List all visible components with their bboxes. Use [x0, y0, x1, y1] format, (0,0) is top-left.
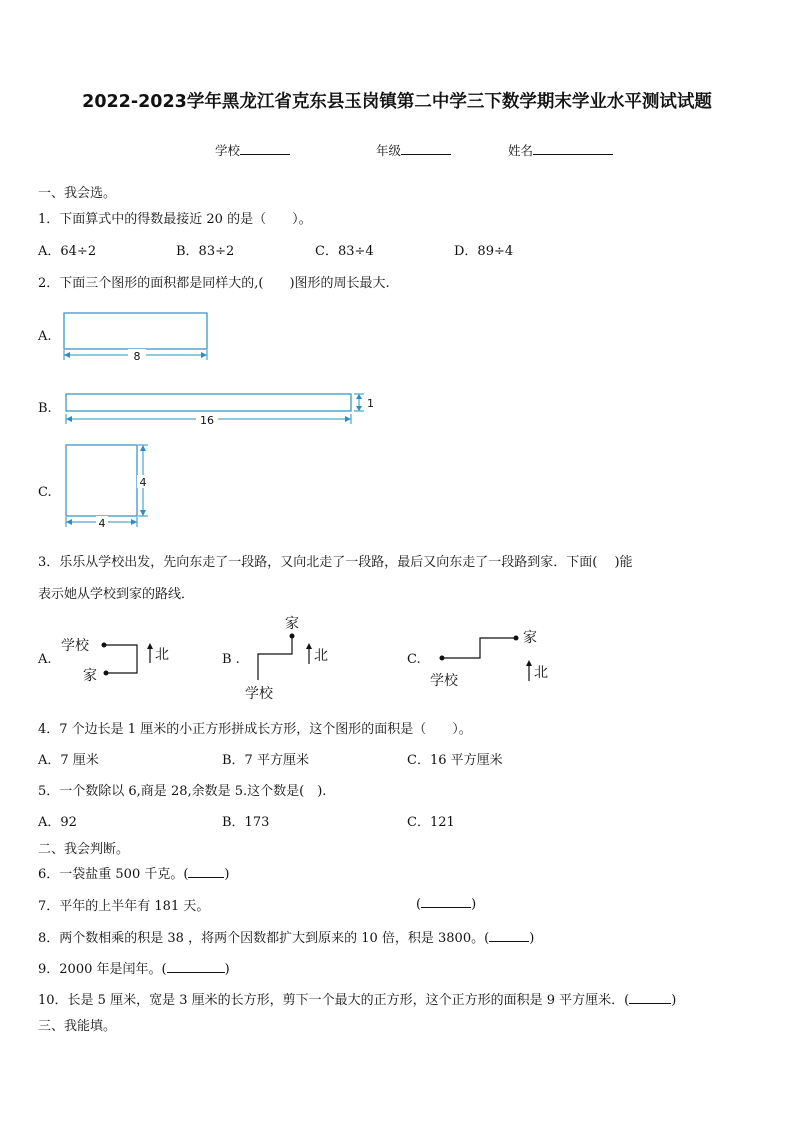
q2-label-b: B.: [38, 401, 52, 416]
shape-c-square: [66, 445, 137, 516]
shape-c-height-label: 4: [139, 476, 147, 489]
shape-c-width-label: 4: [98, 517, 106, 530]
q8-text: 8．两个数相乘的积是 38 ，将两个因数都扩大到原来的 10 倍，积是 3800。(: [38, 931, 490, 946]
route-c-diagram: [430, 630, 548, 689]
q6-close: ): [224, 867, 230, 882]
q9-close: ): [224, 962, 230, 977]
q3-option-a: A.: [38, 652, 52, 667]
q4-option-c: C．16 平方厘米: [407, 753, 503, 768]
q7-blank: [421, 895, 471, 908]
section-3-heading: 三、我能填。: [38, 1019, 117, 1034]
q10-close: ): [671, 993, 677, 1008]
q2-label-a: A.: [38, 329, 52, 344]
q5-option-c: C．121: [407, 815, 455, 830]
section-1-heading: 一、我会选。: [38, 186, 117, 201]
route-a-home: 家: [83, 668, 97, 684]
route-b-home: 家: [285, 616, 299, 632]
route-c-home: 家: [523, 630, 537, 646]
q9-text: 9．2000 年是闰年。(: [38, 962, 167, 977]
grade-label: 年级: [376, 143, 402, 158]
route-a-diagram: [61, 637, 169, 684]
q10-blank: [629, 991, 671, 1004]
page-title: 2022-2023学年黑龙江省克东县玉岗镇第二中学三下数学期末学业水平测试试题: [82, 92, 712, 112]
q3-option-b: B .: [222, 652, 240, 667]
question-3-line-1: 3．乐乐从学校出发，先向东走了一段路，又向北走了一段路，最后又向东走了一段路到家．下面( )能: [38, 555, 633, 570]
q7-open: (: [416, 897, 422, 912]
question-1: 1．下面算式中的得数最接近 20 的是（ ）。: [38, 212, 312, 227]
route-b-diagram: [245, 616, 328, 702]
q1-option-a: A．64÷2: [38, 244, 97, 259]
question-6: [38, 863, 230, 882]
q8-blank: [489, 929, 529, 942]
q9-blank: [167, 960, 225, 973]
question-3-line-2: 表示她从学校到家的路线．: [38, 587, 195, 602]
name-label: 姓名: [508, 143, 534, 158]
q5-option-b: B．173: [222, 815, 270, 830]
question-4: 4．7 个边长是 1 厘米的小正方形拼成长方形，这个图形的面积是（ ）。: [38, 722, 472, 737]
q4-option-a: A．7 厘米: [38, 753, 99, 768]
question-8: [38, 927, 534, 946]
q3-option-c: C.: [407, 652, 421, 667]
q10-text: 10．长是 5 厘米，宽是 3 厘米的长方形，剪下一个最大的正方形，这个正方形的面积是 9 平方厘米．(: [38, 993, 630, 1008]
q1-option-d: D．89÷4: [454, 244, 514, 259]
shape-a-width-label: 8: [133, 350, 141, 363]
q2-label-c: C.: [38, 485, 52, 500]
q6-blank: [188, 865, 224, 878]
question-2: 2．下面三个图形的面积都是同样大的,( )图形的周长最大.: [38, 276, 390, 291]
route-c-school: 学校: [430, 673, 458, 689]
route-a-school: 学校: [61, 638, 89, 654]
shape-b-rect: [66, 394, 351, 411]
question-10: [38, 989, 676, 1008]
question-5: 5．一个数除以 6,商是 28,余数是 5.这个数是( ).: [38, 784, 327, 799]
section-2-heading: 二、我会判断。: [38, 842, 130, 857]
route-b-north: 北: [314, 648, 328, 664]
school-label: 学校: [215, 143, 241, 158]
route-c-north: 北: [534, 665, 548, 681]
q7-close: ): [471, 897, 477, 912]
route-a-north: 北: [155, 647, 169, 663]
q5-option-a: A．92: [38, 815, 77, 830]
shape-b-height-label: 1: [367, 397, 374, 410]
route-b-school: 学校: [245, 686, 273, 702]
shape-b-width-label: 16: [200, 414, 214, 427]
q7-answer: [416, 895, 476, 912]
q1-option-c: C．83÷4: [315, 244, 374, 259]
q7-text: 7．平年的上半年有 181 天。: [38, 899, 210, 914]
shape-a-rect: [64, 313, 207, 349]
q6-text: 6．一袋盐重 500 千克。(: [38, 867, 189, 882]
q1-option-b: B．83÷2: [176, 244, 235, 259]
q4-option-b: B．7 平方厘米: [222, 753, 309, 768]
question-7: [38, 895, 209, 914]
question-9: [38, 958, 230, 977]
q8-close: ): [529, 931, 535, 946]
